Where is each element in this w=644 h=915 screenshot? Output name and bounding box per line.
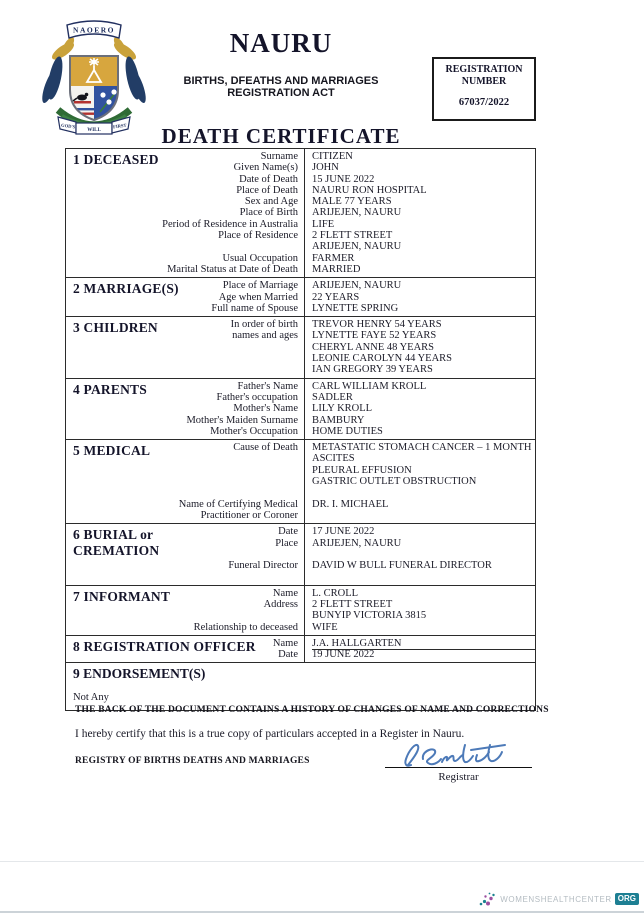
field-value: L. CROLL <box>312 587 359 599</box>
section-title: 8 REGISTRATION OFFICER <box>73 638 256 654</box>
field-label <box>66 487 298 498</box>
section-title: 4 PARENTS <box>73 381 147 397</box>
registrar-signature-block <box>385 739 532 783</box>
header <box>150 28 412 148</box>
watermark-org-badge: ORG <box>615 893 639 905</box>
registration-label-line2: NUMBER <box>461 76 507 87</box>
field-value: CHERYL ANNE 48 YEARS <box>312 341 435 353</box>
certificate-table <box>65 148 536 711</box>
emblem-motto-text: WILL <box>87 128 101 133</box>
field-value: BAMBURY <box>312 414 365 426</box>
field-value: METASTATIC STOMACH CANCER – 1 MONTH <box>312 442 532 454</box>
section-deceased <box>66 149 535 277</box>
section-title: 7 INFORMANT <box>73 588 171 604</box>
field-value: 22 YEARS <box>312 291 360 303</box>
field-label: Mother's Maiden Surname <box>186 414 298 426</box>
field-label <box>66 364 298 375</box>
field-label: Father's occupation <box>216 391 298 403</box>
field-label: Date <box>278 526 298 538</box>
field-value: GASTRIC OUTLET OBSTRUCTION <box>312 476 477 488</box>
field-label: Place of Death <box>236 184 298 196</box>
field-value: ARIJEJEN, NAURU <box>312 207 402 219</box>
field-label <box>66 342 298 353</box>
field-label: Given Name(s) <box>233 162 298 174</box>
field-label: In order of birth <box>230 319 298 331</box>
field-label: Place of Marriage <box>222 280 298 292</box>
nauru-coat-of-arms-icon <box>38 20 150 142</box>
section-parents <box>66 378 535 439</box>
field-label: Surname <box>260 151 298 162</box>
field-value: JOHN <box>312 162 339 174</box>
field-value: ARIJEJEN, NAURU <box>312 537 402 549</box>
registration-label-line1: REGISTRATION <box>445 64 523 75</box>
field-value: LEONIE CAROLYN 44 YEARS <box>312 353 453 365</box>
section-title: 2 MARRIAGE(S) <box>73 281 179 297</box>
section-title: 9 ENDORSEMENT(S) <box>73 666 206 682</box>
section-title: 6 BURIAL or CREMATION <box>73 527 160 559</box>
certification-statement: I hereby certify that this is a true copy of particulars accepted in a Register in Nauru. <box>75 728 465 740</box>
section-title: 5 MEDICAL <box>73 443 151 459</box>
act-title: BIRTHS, DFEATHS AND MARRIAGES REGISTRATION ACT <box>183 75 379 99</box>
field-label: Address <box>263 598 298 610</box>
watermark-site-text: WOMENSHEALTHCENTER <box>500 894 612 904</box>
svg-text:FIRST: FIRST <box>112 122 127 130</box>
field-label <box>66 476 298 487</box>
field-label <box>66 465 298 476</box>
section-informant <box>66 585 535 635</box>
field-label: Place <box>275 537 298 549</box>
field-value: LILY KROLL <box>312 403 373 415</box>
field-label: Name <box>272 637 298 649</box>
registry-title: REGISTRY OF BIRTHS DEATHS AND MARRIAGES <box>75 756 310 766</box>
watermark <box>478 891 639 907</box>
field-value: SADLER <box>312 391 353 403</box>
field-value: CARL WILLIAM KROLL <box>312 380 427 392</box>
field-label: names and ages <box>232 330 298 342</box>
registrar-label: Registrar <box>438 771 479 783</box>
field-value: 15 JUNE 2022 <box>312 173 375 185</box>
field-value: LYNETTE SPRING <box>312 302 399 314</box>
field-value <box>312 510 535 521</box>
field-label: Usual Occupation <box>222 252 298 264</box>
endorsement-note: Not Any <box>73 692 109 704</box>
section-children <box>66 316 535 377</box>
field-label: Practitioner or Coroner <box>200 509 298 521</box>
field-value: WIFE <box>312 621 338 633</box>
registration-number: 67037/2022 <box>458 97 510 108</box>
bottom-border-line <box>0 911 644 913</box>
field-value: IAN GREGORY 39 YEARS <box>312 364 433 376</box>
field-label: Father's Name <box>237 380 298 392</box>
field-label: Mother's Occupation <box>210 425 298 437</box>
field-value: DR. I. MICHAEL <box>312 498 389 510</box>
field-label: Period of Residence in Australia <box>162 218 298 230</box>
country-title: NAURU <box>229 28 333 58</box>
field-value: NAURU RON HOSPITAL <box>312 184 427 196</box>
section-title: 1 DECEASED <box>73 152 159 167</box>
field-value: HOME DUTIES <box>312 425 383 437</box>
section-burial-or-cremation <box>66 523 535 584</box>
field-label: Name <box>272 587 298 599</box>
field-label: Date of Death <box>239 173 298 185</box>
field-value: 17 JUNE 2022 <box>312 526 375 538</box>
field-value: MALE 77 YEARS <box>312 196 392 208</box>
field-value: DAVID W BULL FUNERAL DIRECTOR <box>312 560 492 572</box>
field-value: BUNYIP VICTORIA 3815 <box>312 610 427 622</box>
field-label: Marital Status at Date of Death <box>167 263 298 275</box>
field-label: Full name of Spouse <box>211 302 298 314</box>
back-of-document-notice: THE BACK OF THE DOCUMENT CONTAINS A HISTORY OF CHANGES OF NAME AND CORRECTIONS <box>75 705 549 715</box>
field-value: ARIJEJEN, NAURU <box>312 241 402 253</box>
signature-line <box>385 767 532 768</box>
field-label: Relationship to deceased <box>193 621 298 633</box>
field-value: LIFE <box>312 218 335 230</box>
field-value: ASCITES <box>312 453 355 465</box>
field-label <box>66 610 298 621</box>
field-value <box>312 571 535 582</box>
registrar-signature-icon <box>397 739 521 769</box>
document-title: DEATH CERTIFICATE <box>161 124 401 148</box>
field-value: ARIJEJEN, NAURU <box>312 280 402 292</box>
page-separator-line <box>0 861 644 862</box>
field-value: TREVOR HENRY 54 YEARS <box>312 319 442 331</box>
field-value: J.A. HALLGARTEN <box>312 638 535 649</box>
field-label <box>66 571 298 582</box>
field-value: LYNETTE FAYE 52 YEARS <box>312 330 437 342</box>
svg-text:GOD'S: GOD'S <box>60 122 76 130</box>
field-value: 19 JUNE 2022 <box>312 649 375 661</box>
registration-number-box <box>432 57 536 121</box>
field-label: Place of Residence <box>218 230 298 242</box>
section-registration-officer <box>66 635 535 663</box>
field-label: Mother's Name <box>233 403 298 415</box>
section-marriages <box>66 277 535 316</box>
field-value <box>312 487 535 498</box>
emblem-top-banner-text: NAOERO <box>73 25 115 35</box>
field-label: Funeral Director <box>228 560 298 572</box>
field-value: PLEURAL EFFUSION <box>312 464 412 476</box>
section-title: 3 CHILDREN <box>73 320 158 336</box>
field-value: 2 FLETT STREET <box>312 598 393 610</box>
field-label: Date <box>278 649 298 661</box>
field-value: FARMER <box>312 252 355 264</box>
section-endorsements <box>66 662 535 710</box>
field-label: Sex and Age <box>244 196 298 208</box>
field-label: Age when Married <box>218 291 298 303</box>
field-value: 2 FLETT STREET <box>312 230 393 242</box>
field-label: Name of Certifying Medical <box>178 498 298 510</box>
field-value: CITIZEN <box>312 151 353 162</box>
field-value: MARRIED <box>312 263 361 275</box>
field-label: Place of Birth <box>239 207 298 219</box>
field-label <box>66 353 298 364</box>
watermark-dots-icon <box>478 891 497 907</box>
field-value <box>312 549 535 560</box>
field-label: Cause of Death <box>233 442 298 454</box>
field-label <box>66 241 298 252</box>
section-medical <box>66 439 535 523</box>
